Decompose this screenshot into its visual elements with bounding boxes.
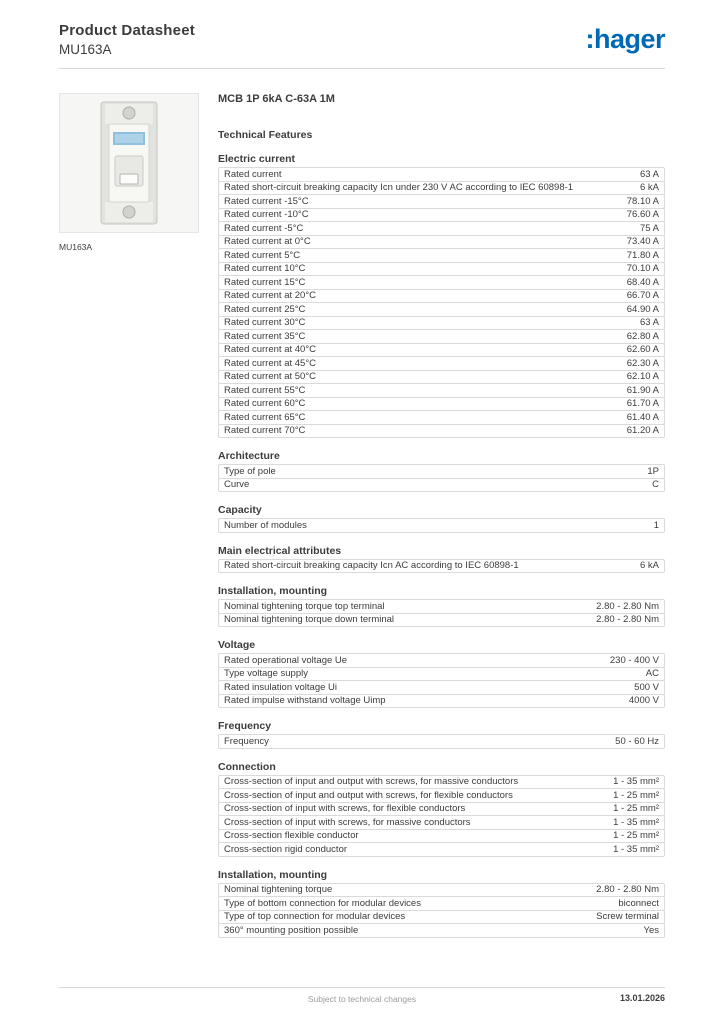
spec-row [218, 316, 665, 331]
spec-label: Rated current 25°C [224, 303, 306, 315]
spec-row [218, 343, 665, 358]
spec-label: Rated current at 50°C [224, 371, 316, 383]
spec-value: 61.90 A [626, 384, 659, 396]
spec-value: 1 - 35 mm² [613, 843, 659, 855]
product-image-caption: MU163A [59, 242, 93, 252]
spec-row [218, 356, 665, 371]
spec-value: 500 V [634, 681, 659, 693]
spec-value: C [652, 479, 659, 491]
spec-label: Rated current at 45°C [224, 357, 316, 369]
spec-label: Rated current at 40°C [224, 344, 316, 356]
spec-table [218, 734, 665, 749]
spec-row [218, 397, 665, 412]
spec-label: Frequency [224, 735, 269, 747]
spec-value: 61.70 A [626, 398, 659, 410]
spec-value: 73.40 A [626, 236, 659, 248]
spec-column [218, 93, 665, 938]
spec-label: Rated insulation voltage Ui [224, 681, 338, 693]
spec-label: Rated current 35°C [224, 330, 306, 342]
spec-value: 63 A [639, 168, 659, 180]
spec-label: Rated current 60°C [224, 398, 306, 410]
section-heading: Electric current [218, 153, 296, 165]
spec-label: Nominal tightening torque top terminal [224, 600, 385, 612]
spec-label: Rated current 65°C [224, 411, 306, 423]
spec-value: Screw terminal [596, 911, 659, 923]
spec-row [218, 167, 665, 182]
spec-row [218, 464, 665, 479]
content [0, 69, 724, 938]
spec-label: Rated current 15°C [224, 276, 306, 288]
spec-row [218, 289, 665, 304]
spec-row [218, 478, 665, 493]
spec-label: Rated current at 20°C [224, 290, 316, 302]
footer-note: Subject to technical changes [307, 994, 417, 1004]
technical-features-heading: Technical Features [218, 129, 313, 141]
spec-sections [218, 153, 665, 938]
spec-label: Curve [224, 479, 250, 491]
spec-value: 66.70 A [626, 290, 659, 302]
spec-value: 75 A [639, 222, 659, 234]
product-image-column [59, 93, 199, 938]
spec-value: 1 - 35 mm² [613, 776, 659, 788]
spec-value: 6 kA [639, 182, 659, 194]
spec-row [218, 599, 665, 614]
spec-label: Number of modules [224, 519, 307, 531]
spec-row [218, 734, 665, 749]
spec-row [218, 883, 665, 898]
spec-row [218, 775, 665, 790]
spec-value: 2.80 - 2.80 Nm [596, 884, 659, 896]
hager-logo: :hager [585, 24, 665, 54]
section-heading: Installation, mounting [218, 868, 328, 881]
spec-value: 61.40 A [626, 411, 659, 423]
spec-label: Rated current 30°C [224, 317, 306, 329]
spec-label: Rated current 55°C [224, 384, 306, 396]
section-heading: Frequency [218, 720, 272, 732]
spec-label: Rated current 70°C [224, 425, 306, 437]
spec-row [218, 842, 665, 857]
header [0, 0, 724, 57]
spec-row [218, 248, 665, 263]
spec-value: 62.80 A [626, 330, 659, 342]
spec-label: 360° mounting position possible [224, 924, 359, 936]
header-titles [59, 22, 195, 57]
spec-value: 230 - 400 V [609, 654, 659, 666]
spec-label: Rated current at 0°C [224, 236, 311, 248]
spec-value: 1 [653, 519, 659, 531]
spec-table [218, 167, 665, 438]
spec-table [218, 883, 665, 938]
spec-label: Type voltage supply [224, 668, 308, 680]
spec-row [218, 923, 665, 938]
spec-value: 71.80 A [626, 249, 659, 261]
spec-value: 62.60 A [626, 344, 659, 356]
spec-label: Cross-section of input with screws, for flexible conductors [224, 803, 466, 815]
spec-value: biconnect [618, 897, 659, 909]
spec-table [218, 653, 665, 708]
spec-row [218, 788, 665, 803]
spec-label: Rated current 5°C [224, 249, 301, 261]
spec-row [218, 653, 665, 668]
section-heading: Main electrical attributes [218, 544, 342, 557]
spec-value: 62.10 A [626, 371, 659, 383]
spec-table [218, 599, 665, 627]
spec-label: Cross-section of input and output with screws, for massive conductors [224, 776, 519, 788]
spec-value: 1 - 25 mm² [613, 803, 659, 815]
spec-label: Rated short-circuit breaking capacity Icn under 230 V AC according to IEC 60898-1 [224, 182, 574, 194]
spec-label: Rated current -5°C [224, 222, 304, 234]
section-heading: Capacity [218, 504, 262, 516]
spec-label: Rated operational voltage Ue [224, 654, 348, 666]
spec-row [218, 694, 665, 709]
spec-value: 76.60 A [626, 209, 659, 221]
spec-value: 70.10 A [626, 263, 659, 275]
spec-row [218, 559, 665, 574]
product-name: MCB 1P 6kA C-63A 1M [218, 93, 335, 105]
spec-label: Rated current 10°C [224, 263, 306, 275]
spec-row [218, 518, 665, 533]
spec-label: Cross-section of input with screws, for massive conductors [224, 816, 471, 828]
spec-table [218, 559, 665, 574]
section-heading: Architecture [218, 450, 280, 462]
spec-value: 50 - 60 Hz [615, 735, 659, 747]
spec-table [218, 518, 665, 533]
spec-row [218, 424, 665, 439]
spec-label: Rated short-circuit breaking capacity Icn AC according to IEC 60898-1 [224, 560, 519, 572]
spec-label: Rated current -10°C [224, 209, 309, 221]
spec-row [218, 667, 665, 682]
spec-value: 68.40 A [626, 276, 659, 288]
spec-label: Nominal tightening torque down terminal [224, 614, 395, 626]
section-heading: Installation, mounting [218, 585, 328, 597]
spec-value: 64.90 A [626, 303, 659, 315]
spec-row [218, 613, 665, 628]
spec-label: Rated impulse withstand voltage Uimp [224, 695, 386, 707]
spec-value: 2.80 - 2.80 Nm [596, 614, 659, 626]
spec-row [218, 370, 665, 385]
spec-label: Cross-section rigid conductor [224, 843, 348, 855]
spec-row [218, 194, 665, 209]
spec-value: 78.10 A [626, 195, 659, 207]
spec-row [218, 815, 665, 830]
spec-value: 1 - 25 mm² [613, 789, 659, 801]
spec-label: Rated current -15°C [224, 195, 309, 207]
spec-value: 4000 V [628, 695, 659, 707]
section-heading: Voltage [218, 639, 256, 651]
spec-label: Nominal tightening torque [224, 884, 333, 896]
spec-value: 1P [647, 465, 659, 477]
spec-label: Type of bottom connection for modular devices [224, 897, 421, 909]
spec-label: Cross-section flexible conductor [224, 830, 359, 842]
spec-row [218, 829, 665, 844]
spec-value: Yes [643, 924, 659, 936]
spec-row [218, 302, 665, 317]
footer [59, 987, 665, 1004]
footer-date: 13.01.2026 [619, 993, 665, 1003]
spec-value: 62.30 A [626, 357, 659, 369]
spec-table [218, 464, 665, 492]
spec-value: 6 kA [639, 560, 659, 572]
spec-row [218, 221, 665, 236]
spec-table [218, 775, 665, 857]
spec-row [218, 262, 665, 277]
spec-row [218, 329, 665, 344]
spec-value: 1 - 35 mm² [613, 816, 659, 828]
spec-row [218, 383, 665, 398]
spec-label: Type of top connection for modular devices [224, 911, 406, 923]
spec-row [218, 181, 665, 196]
spec-value: 2.80 - 2.80 Nm [596, 600, 659, 612]
spec-value: 63 A [639, 317, 659, 329]
spec-row [218, 410, 665, 425]
spec-value: AC [645, 668, 659, 680]
spec-row [218, 235, 665, 250]
spec-label: Rated current [224, 168, 282, 180]
circuit-breaker-illustration [71, 100, 187, 226]
product-reference: MU163A [59, 42, 112, 57]
section-heading: Connection [218, 760, 276, 773]
spec-label: Type of pole [224, 465, 276, 477]
product-image [59, 93, 199, 233]
spec-row [218, 275, 665, 290]
spec-value: 61.20 A [626, 425, 659, 437]
spec-row [218, 896, 665, 911]
page-title: Product Datasheet [59, 22, 195, 39]
spec-row [218, 802, 665, 817]
spec-row [218, 208, 665, 223]
spec-row [218, 680, 665, 695]
spec-value: 1 - 25 mm² [613, 830, 659, 842]
spec-row [218, 910, 665, 925]
spec-label: Cross-section of input and output with screws, for flexible conductors [224, 789, 513, 801]
